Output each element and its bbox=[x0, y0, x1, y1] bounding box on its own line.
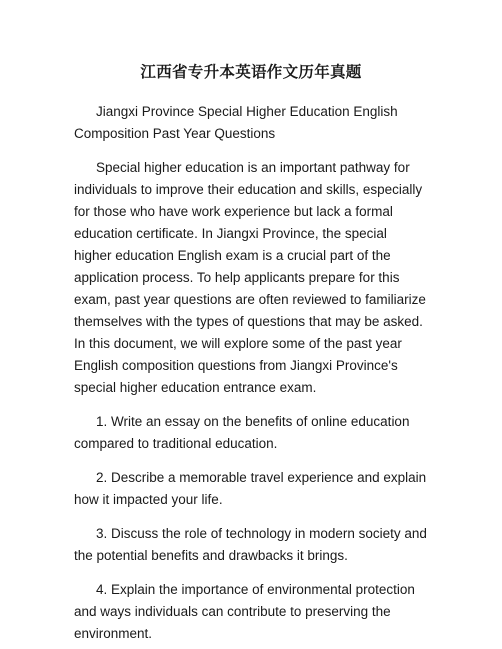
intro-paragraph: Special higher education is an important pathway for individuals to improve their education and skills, especially for those who have work experience but lack a formal education certificate. In Jiangxi Province, the special higher education English exam is a crucial part of the application process. To help applicants prepare for this exam, past year questions are often reviewed to familiarize themselves with the types of questions that may be asked. In this document, we will explore some of the past year English composition questions from Jiangxi Province's special higher education entrance exam. bbox=[74, 160, 426, 395]
english-subtitle: Jiangxi Province Special Higher Education English Composition Past Year Questions bbox=[74, 104, 398, 141]
question-item: 3. Discuss the role of technology in modern society and the potential benefits and drawbacks it brings. bbox=[74, 526, 427, 563]
question-item: 2. Describe a memorable travel experience and explain how it impacted your life. bbox=[74, 470, 427, 507]
document-title: 江西省专升本英语作文历年真题 bbox=[140, 63, 362, 81]
question-list bbox=[74, 411, 428, 645]
question-item: 4. Explain the importance of environmental protection and ways individuals can contribute to preserving the environment. bbox=[74, 582, 415, 641]
question-item: 1. Write an essay on the benefits of online education compared to traditional education. bbox=[74, 414, 410, 451]
